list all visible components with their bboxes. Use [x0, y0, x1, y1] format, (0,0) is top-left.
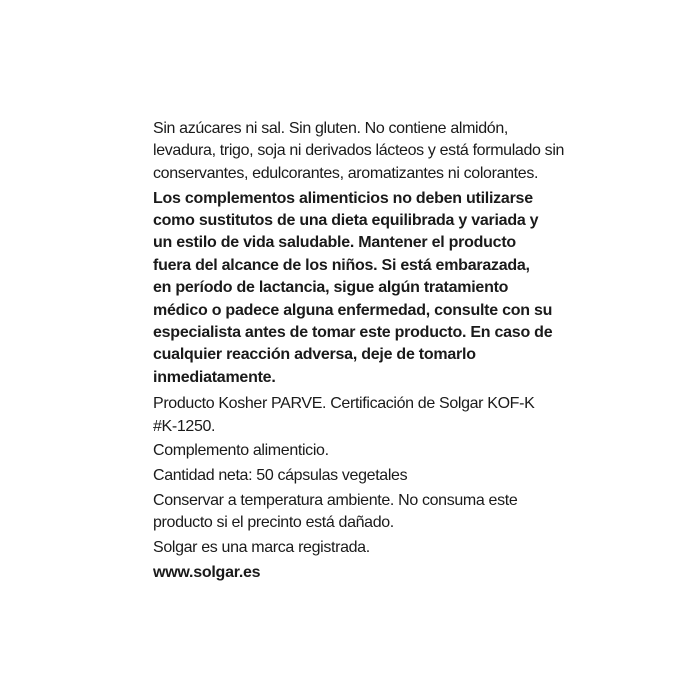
- net-quantity: Cantidad neta: 50 cápsulas vegetales: [153, 467, 408, 485]
- kosher-line: #K-1250.: [153, 417, 216, 435]
- storage-instructions: [153, 490, 573, 535]
- trademark-note: Solgar es una marca registrada.: [153, 539, 370, 557]
- ingredients-note-line: conservantes, edulcorantes, aromatizantes ni colorantes.: [153, 164, 539, 182]
- warning-line: inmediatamente.: [153, 368, 276, 386]
- warning-line: especialista antes de tomar este producto. En caso de: [153, 324, 553, 342]
- warning-line: médico o padece alguna enfermedad, consulte con su: [153, 301, 553, 319]
- warning-line: cualquier reacción adversa, deje de tomarlo: [153, 346, 476, 364]
- storage-line: Conservar a temperatura ambiente. No consuma este: [153, 492, 518, 510]
- ingredients-note-line: levadura, trigo, soja ni derivados lácteos y está formulado sin: [153, 142, 565, 160]
- ingredients-note-line: Sin azúcares ni sal. Sin gluten. No contiene almidón,: [153, 120, 508, 137]
- warning-line: Los complementos alimenticios no deben utilizarse: [153, 189, 533, 207]
- kosher-certification: [153, 393, 573, 438]
- website-url: www.solgar.es: [153, 564, 261, 582]
- warning-line: un estilo de vida saludable. Mantener el producto: [153, 234, 516, 252]
- product-label-text: [153, 118, 573, 587]
- kosher-line: Producto Kosher PARVE. Certificación de Solgar KOF-K: [153, 395, 535, 413]
- warning-line: en período de lactancia, sigue algún tratamiento: [153, 279, 509, 297]
- storage-line: producto si el precinto está dañado.: [153, 514, 394, 532]
- warning-paragraph: [153, 188, 573, 390]
- warning-line: como sustitutos de una dieta equilibrada y variada y: [153, 212, 539, 230]
- ingredients-note: [153, 118, 573, 185]
- supplement-note: Complemento alimenticio.: [153, 442, 329, 460]
- warning-line: fuera del alcance de los niños. Si está embarazada,: [153, 256, 530, 274]
